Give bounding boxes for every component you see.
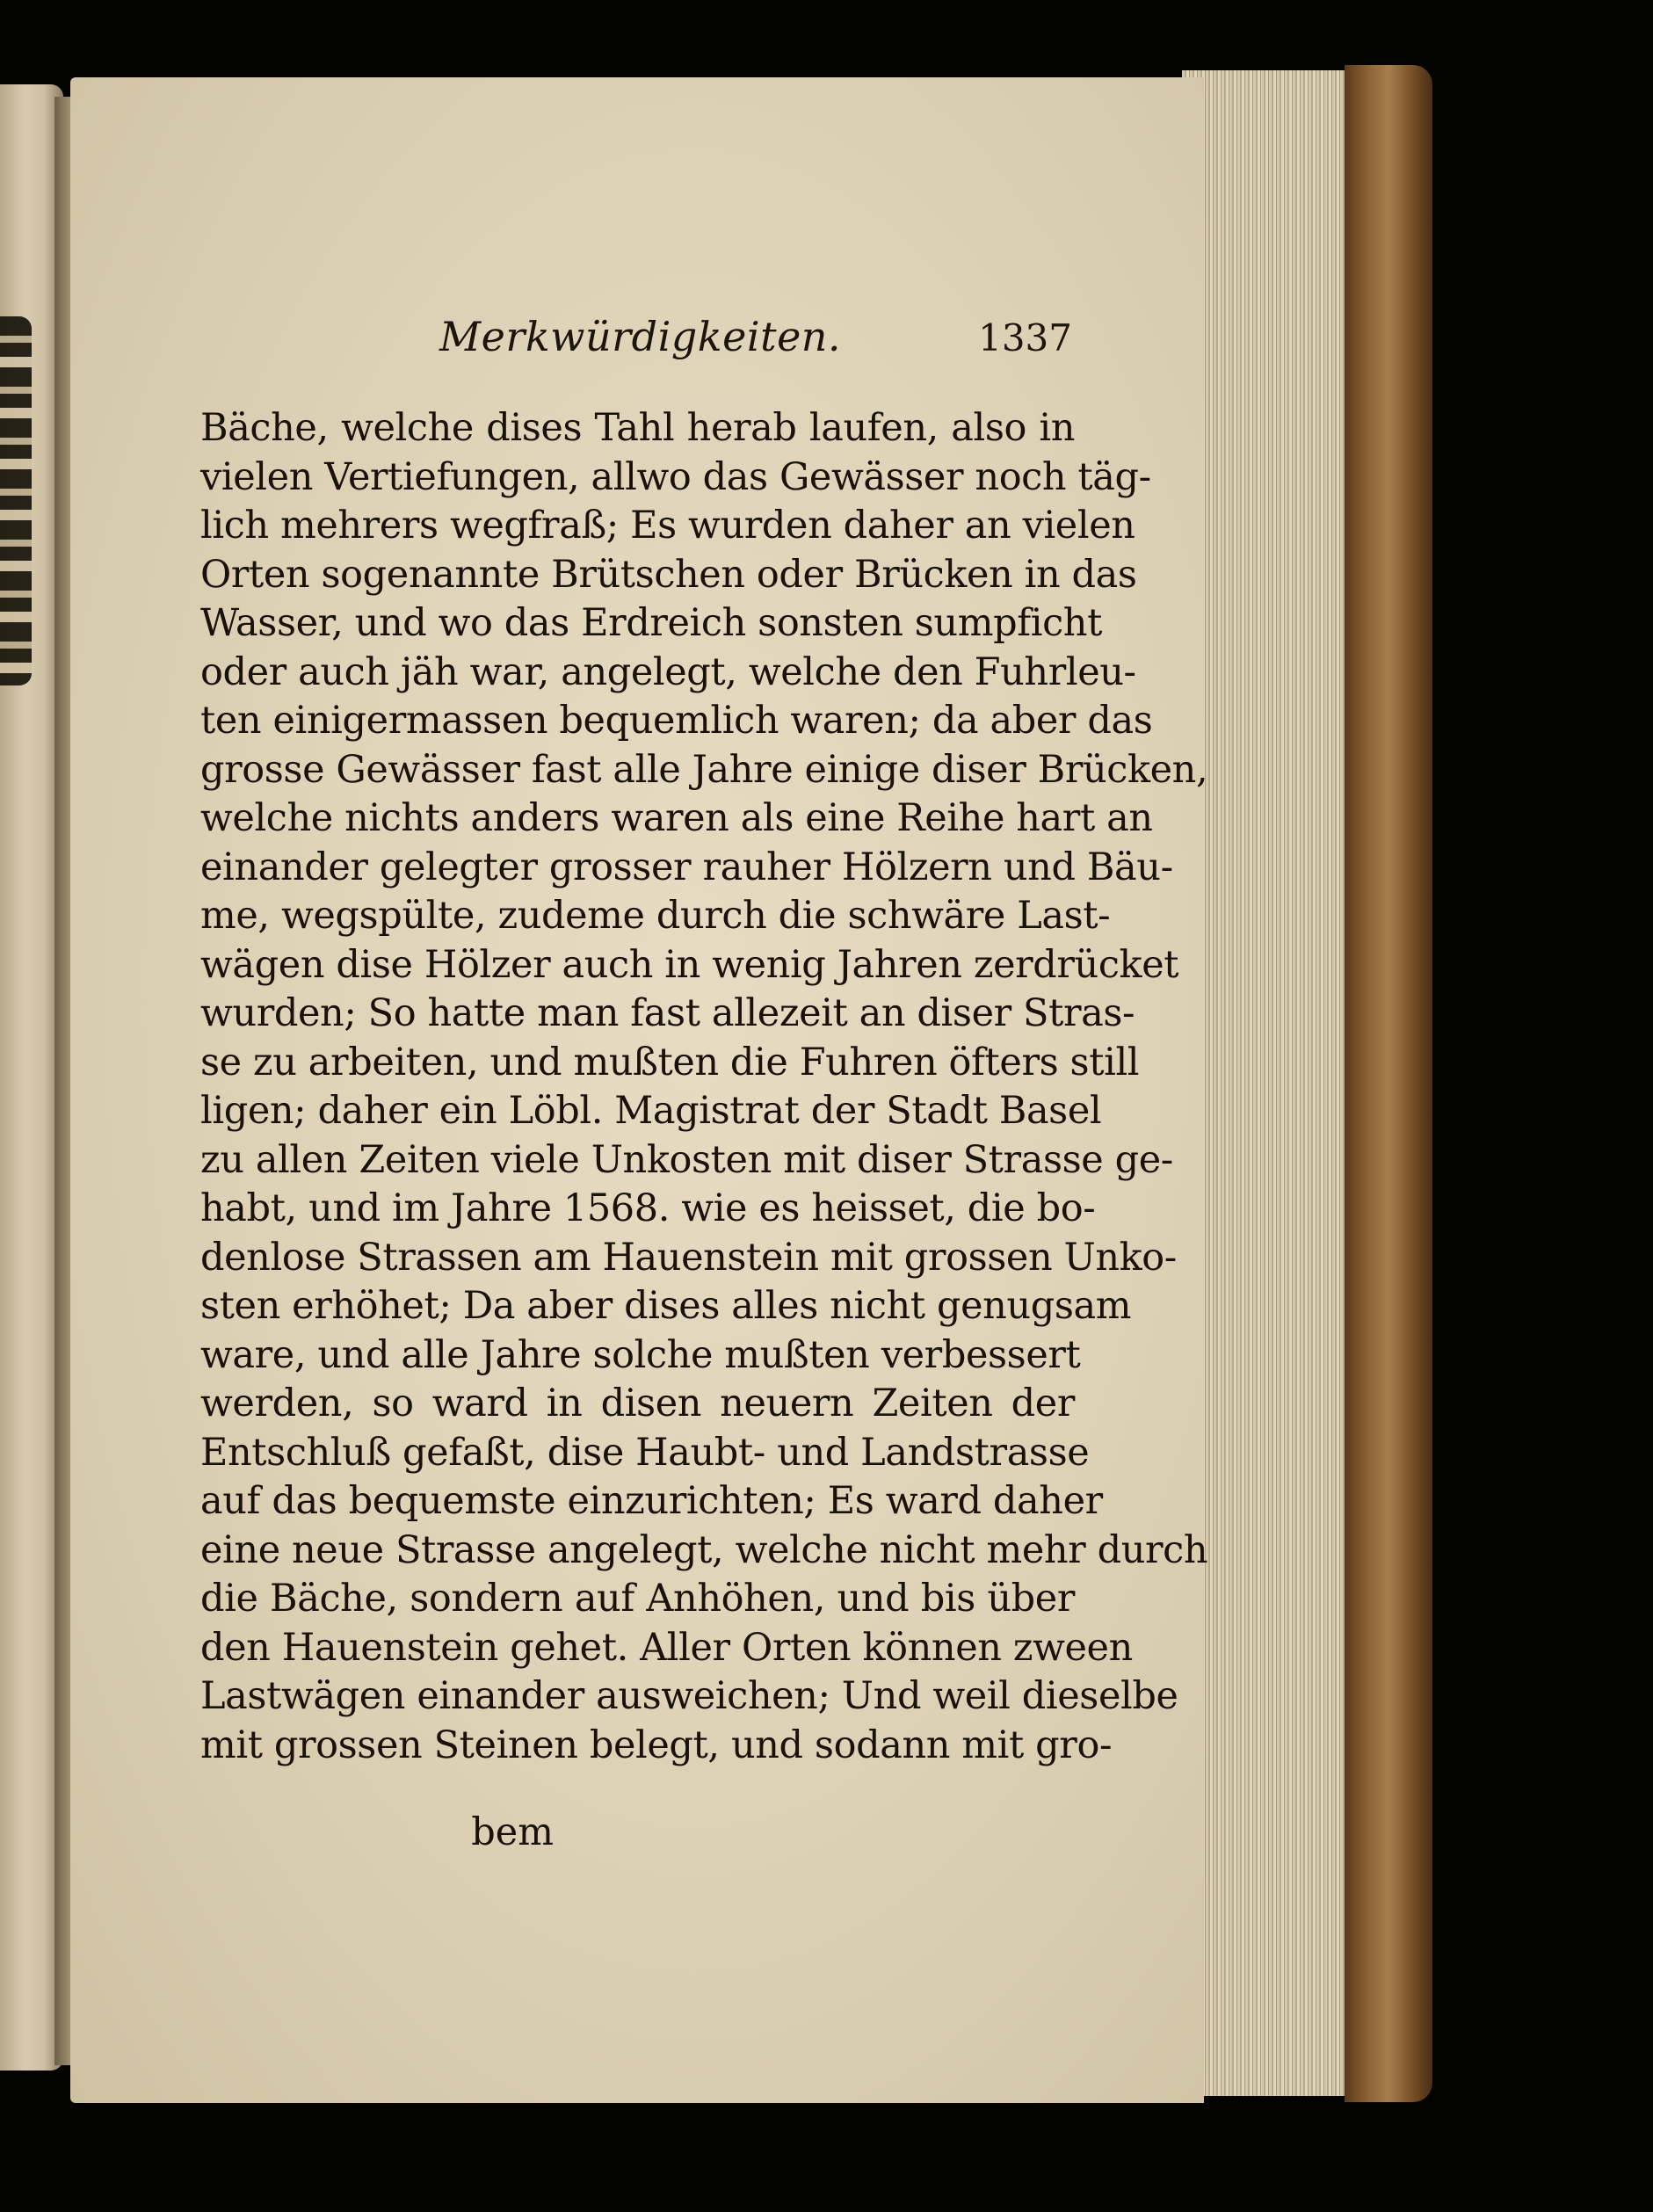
text-line: einander gelegter grosser rauher Hölzern und Bäu- [200, 845, 1173, 889]
running-title: Merkwürdigkeiten. [439, 313, 842, 360]
text-line: auf das bequemste einzurichten; Es ward daher [200, 1479, 1103, 1523]
text-line: Lastwägen einander ausweichen; Und weil dieselbe [200, 1674, 1178, 1718]
text-line: sten erhöhet; Da aber dises alles nicht genugsam [200, 1284, 1132, 1328]
text-line: Orten sogenannte Brütschen oder Brücken in das [200, 552, 1137, 597]
text-line: mit grossen Steinen belegt, und sodann mit gro- [200, 1722, 1113, 1767]
text-line: die Bäche, sondern auf Anhöhen, und bis über [200, 1577, 1075, 1621]
page-edges [1182, 70, 1358, 2096]
text-line: wägen dise Hölzer auch in wenig Jahren zerdrücket [200, 942, 1179, 987]
text-line: welche nichts anders waren als eine Reihe hart an [200, 796, 1153, 840]
text-line: vielen Vertiefungen, allwo das Gewässer noch täg- [200, 454, 1151, 499]
text-line: wurden; So hatte man fast allezeit an diser Stras- [200, 991, 1135, 1035]
leather-cover [1345, 65, 1432, 2102]
text-line: lich mehrers wegfraß; Es wurden daher an vielen [200, 504, 1135, 548]
text-line: werden, so ward in disen neuern Zeiten der [200, 1382, 1075, 1425]
text-line: Wasser, und wo das Erdreich sonsten sumpficht [200, 601, 1102, 645]
catchword: bem [471, 1810, 554, 1854]
text-line: Entschluß gefaßt, dise Haubt- und Landstrasse [200, 1430, 1090, 1475]
text-line: ten einigermassen bequemlich waren; da aber das [200, 699, 1153, 743]
text-line: eine neue Strasse angelegt, welche nicht mehr durch [200, 1527, 1208, 1572]
text-line: habt, und im Jahre 1568. wie es heisset, die bo- [200, 1186, 1096, 1230]
text-line: Bäche, welche dises Tahl herab laufen, also in [200, 406, 1075, 450]
text-line: denlose Strassen am Hauenstein mit grossen Unko- [200, 1235, 1177, 1280]
text-line: grosse Gewässer fast alle Jahre einige diser Brücken, [200, 747, 1208, 792]
text-line: me, wegspülte, zudeme durch die schwäre Last- [200, 894, 1111, 938]
text-line: ligen; daher ein Löbl. Magistrat der Stadt Basel [200, 1089, 1102, 1133]
text-line: den Hauenstein gehet. Aller Orten können zween [200, 1625, 1133, 1670]
left-page-ornament [0, 316, 32, 685]
text-line: zu allen Zeiten viele Unkosten mit diser Strasse ge- [200, 1137, 1173, 1182]
text-line: oder auch jäh war, angelegt, welche den Fuhrleu- [200, 649, 1136, 694]
body-text [200, 404, 1208, 1770]
text-line: se zu arbeiten, und mußten die Fuhren öfters still [200, 1040, 1140, 1084]
page-number: 1337 [978, 316, 1072, 359]
text-line: ware, und alle Jahre solche mußten verbessert [200, 1332, 1081, 1377]
page-header [439, 313, 1072, 374]
right-page [70, 77, 1208, 2103]
